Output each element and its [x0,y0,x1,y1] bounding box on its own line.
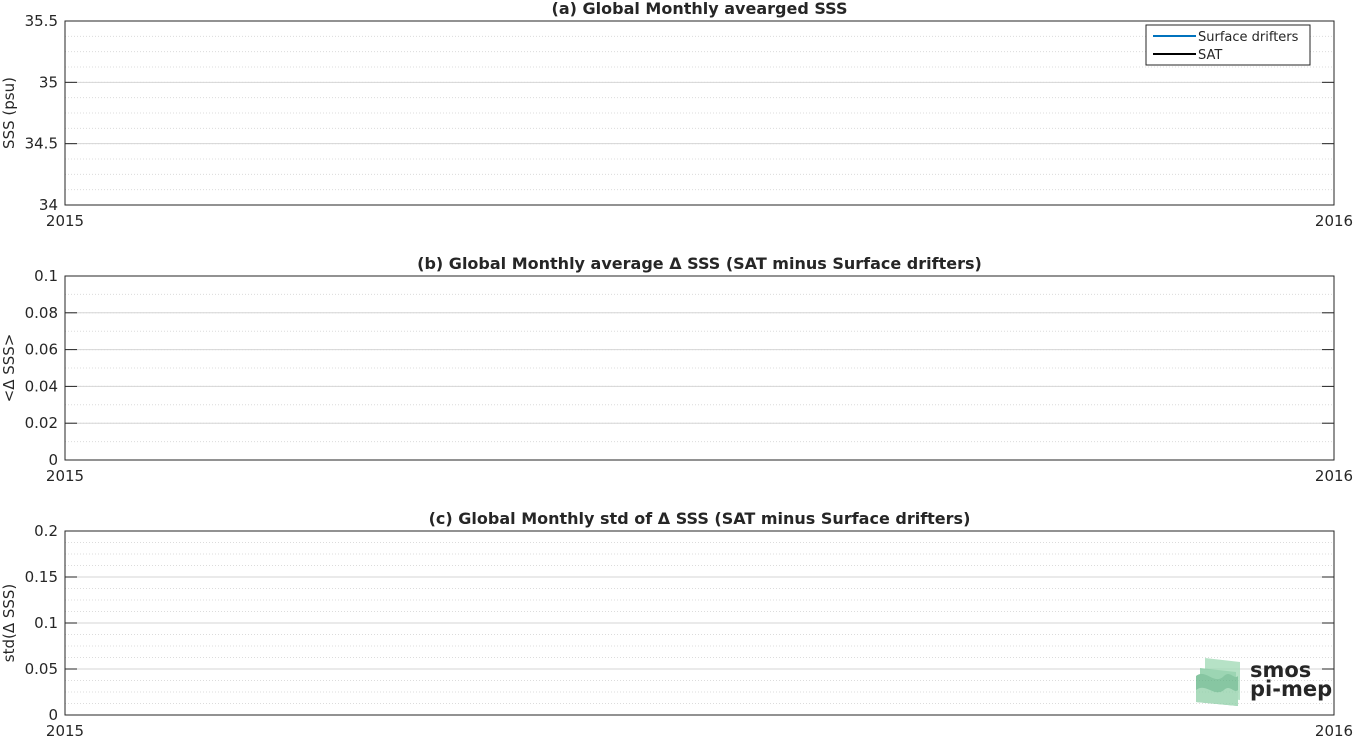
y-tick-label: 0.1 [34,267,58,285]
x-tick-label: 2016 [1314,722,1354,737]
y-tick-label: 35 [38,73,58,92]
y-tick-label: 0.08 [24,303,58,322]
logo-text-smos: smos [1250,658,1312,682]
panel-a-title: (a) Global Monthly avearged SSS [551,0,848,18]
logo-text-pi-mep: pi-mep [1250,677,1333,701]
panel-b-ylabel: <Δ SSS> [0,333,18,403]
panel-b-title: (b) Global Monthly average Δ SSS (SAT minus Surface drifters) [417,254,982,273]
panel-c-ylabel: std(Δ SSS) [0,583,18,663]
panel-c [0,509,1353,737]
y-tick-label: 0 [48,451,58,469]
panel-c-title: (c) Global Monthly std of Δ SSS (SAT minus Surface drifters) [428,509,971,528]
x-tick-label: 2015 [45,722,85,737]
y-tick-label: 35.5 [24,12,58,30]
x-tick-label: 2016 [1314,467,1354,485]
y-tick-label: 0.06 [24,340,58,359]
y-tick-label: 0 [48,706,58,724]
y-tick-label: 0.2 [34,522,58,540]
y-tick-label: 0.05 [24,660,58,678]
y-tick-label: 0.02 [24,414,58,433]
panel-a-ylabel: SSS (psu) [0,77,18,149]
legend[interactable] [1146,25,1310,65]
y-tick-label: 0.04 [24,377,58,396]
x-tick-label: 2015 [45,212,85,230]
panel-a-bg [65,21,1334,205]
y-tick-label: 0.1 [34,614,58,632]
legend-label-surface-drifters: Surface drifters [1198,30,1299,45]
y-tick-label: 34 [38,196,58,214]
panel-b-bg [65,276,1334,460]
y-tick-label: 0.15 [24,568,58,586]
x-tick-label: 2016 [1314,212,1354,230]
legend-label-sat: SAT [1198,48,1223,63]
y-tick-label: 34.5 [24,134,58,153]
panel-a [0,0,1353,230]
x-tick-label: 2015 [45,467,85,485]
panel-b [0,254,1353,485]
